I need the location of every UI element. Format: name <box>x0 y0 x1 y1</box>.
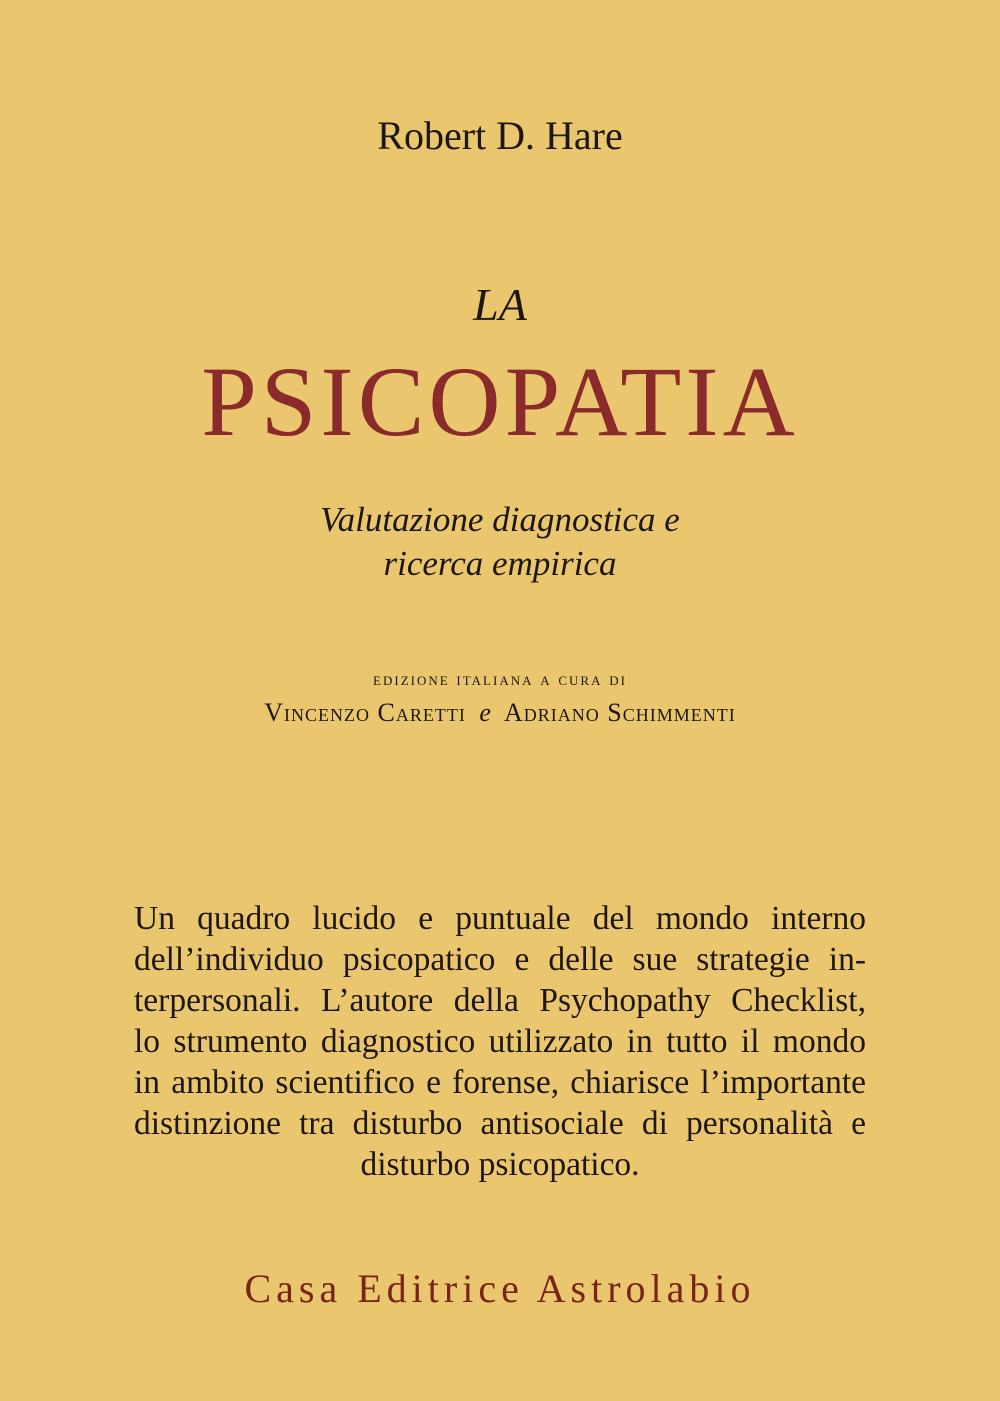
title-article: LA <box>473 279 527 330</box>
blurb-line: in ambito scientifico e forense, chiarisce l’importante <box>134 1064 866 1101</box>
subtitle-line-2: ricerca empirica <box>383 544 617 583</box>
editor-1: Vincenzo Caretti <box>264 698 466 727</box>
blurb-line: terpersonali. L’autore della Psychopathy Checklist, <box>134 982 866 1019</box>
editors <box>0 698 1000 728</box>
subtitle-line-1: Valutazione diagnostica e <box>320 500 680 539</box>
book-title: PSICOPATIA <box>201 346 799 457</box>
blurb-line: dell’individuo psicopatico e delle sue strategie in- <box>134 941 866 978</box>
blurb-line: distinzione tra disturbo antisociale di personalità e <box>134 1105 866 1142</box>
blurb-line: lo strumento diagnostico utilizzato in tutto il mondo <box>134 1023 866 1060</box>
book-subtitle <box>0 498 1000 586</box>
edition-label: edizione italiana a cura di <box>373 669 627 690</box>
editors-conjunction: e <box>479 698 492 727</box>
author-name: Robert D. Hare <box>377 113 623 158</box>
editor-2: Adriano Schimmenti <box>503 698 736 727</box>
blurb-line: Un quadro lucido e puntuale del mondo interno <box>134 900 866 937</box>
blurb <box>134 898 866 1185</box>
blurb-line: disturbo psicopatico. <box>360 1146 640 1183</box>
publisher-name: Casa Editrice Astrolabio <box>244 1266 756 1311</box>
